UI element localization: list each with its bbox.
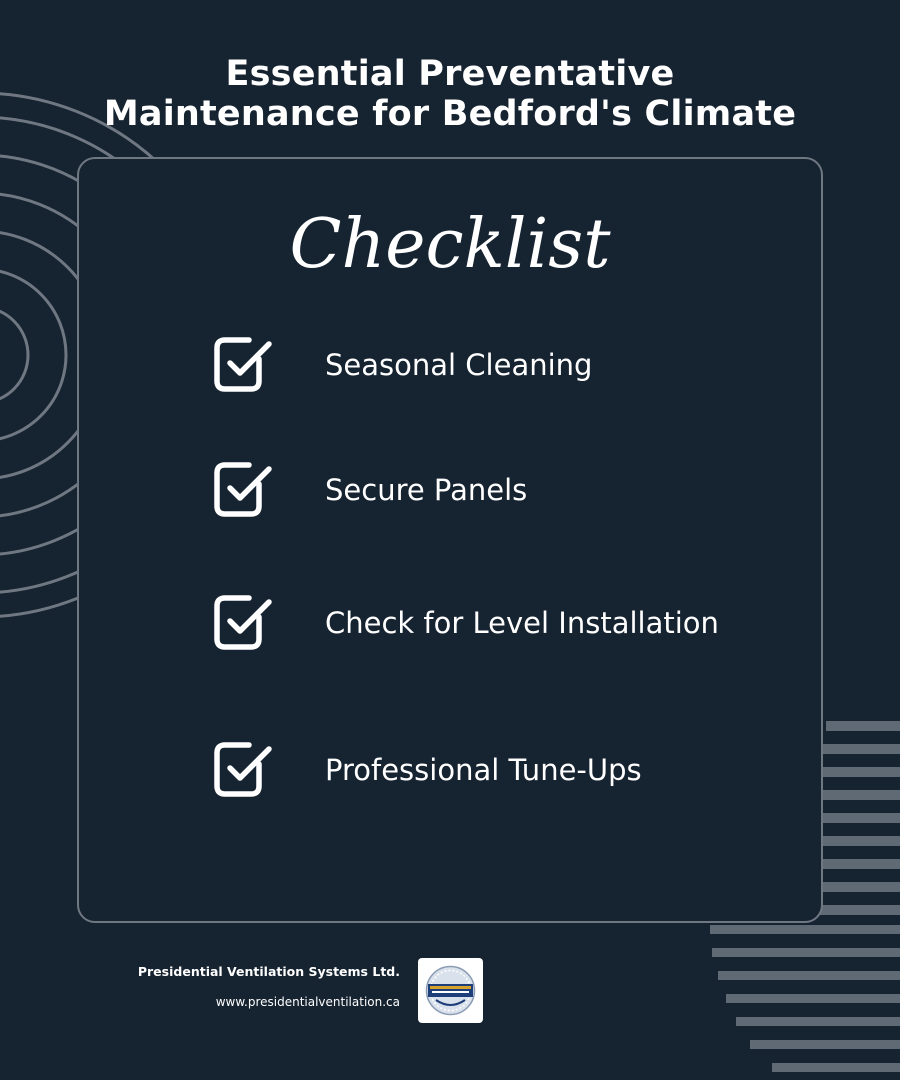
page-title-line-2: Maintenance for Bedford's Climate [103, 94, 797, 134]
company-logo [418, 958, 483, 1023]
checklist-item-label: Seasonal Cleaning [325, 348, 593, 382]
page-title [0, 54, 900, 134]
checklist-item-label: Check for Level Installation [325, 606, 719, 640]
checkbox-checked-icon [213, 335, 273, 395]
page-title-line-1: Essential Preventative [225, 54, 675, 94]
checkbox-checked-icon [213, 460, 273, 520]
checkbox-checked-icon [213, 740, 273, 800]
checklist-heading: Checklist [289, 205, 611, 284]
checklist-item-level-installation [213, 593, 773, 653]
company-name: Presidential Ventilation Systems Ltd. [137, 964, 400, 979]
checklist-item-label: Secure Panels [325, 473, 528, 507]
checklist-item-label: Professional Tune-Ups [325, 753, 642, 787]
checklist-item-secure-panels [213, 460, 773, 520]
checklist-item-professional-tune-ups [213, 740, 773, 800]
company-badge-logo [418, 958, 483, 1023]
checkbox-checked-icon [213, 593, 273, 653]
company-website-link[interactable]: www.presidentialventilation.ca [215, 995, 400, 1009]
checklist-item-seasonal-cleaning [213, 335, 773, 395]
